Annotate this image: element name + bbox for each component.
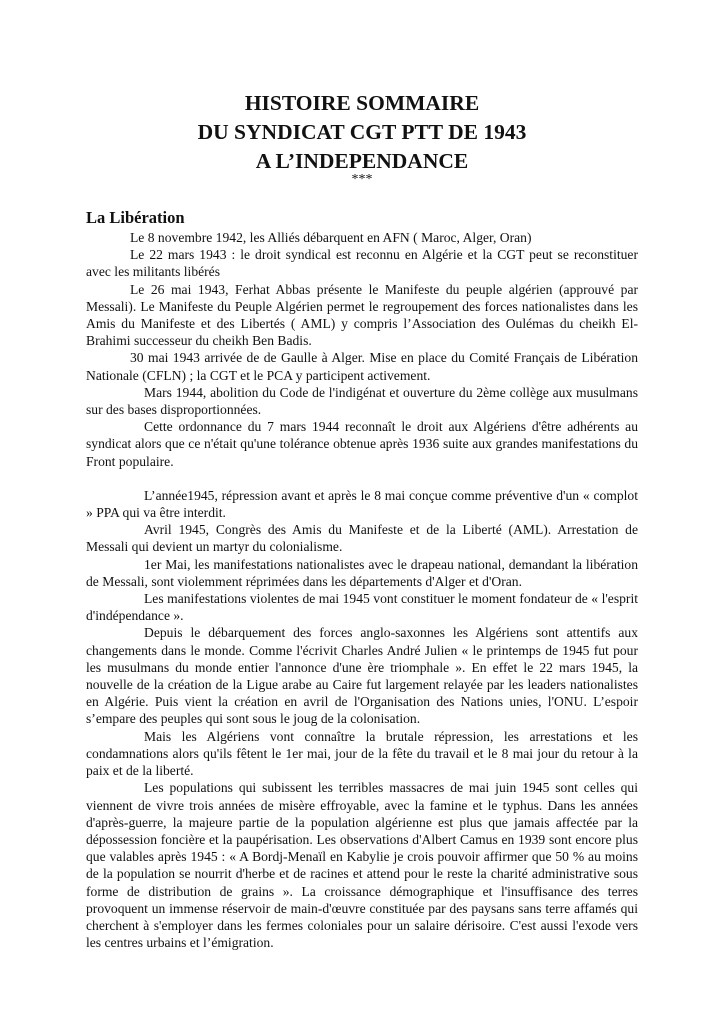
paragraph: Les manifestations violentes de mai 1945 vont constituer le moment fondateur de « l'esprit d'indépendance ».	[86, 591, 638, 624]
paragraph: Depuis le débarquement des forces anglo-saxonnes les Algériens sont attentifs aux changements dans le monde. Comme l'écrivit Charles André Julien « le printemps de 1945 fut pour les musulmans du monde entier l'annonce d'une ère triomphale ». En effet le 22 mars 1945, la nouvelle de la création de la Ligue arabe au Caire fut largement relayée par les leaders nationalistes en Algérie. Puis vient la création en avril de l'Organisation des Nations unies, l'ONU. L’espoir s’empare des peuples qui sont sous le joug de la colonisation.	[86, 625, 638, 727]
paragraph: 30 mai 1943 arrivée de de Gaulle à Alger. Mise en place du Comité Français de Libération Nationale (CFLN) ; la CGT et le PCA y participent activement.	[86, 350, 638, 383]
title-line-1: HISTOIRE SOMMAIRE	[244, 91, 480, 115]
paragraph: Mars 1944, abolition du Code de l'indigénat et ouverture du 2ème collège aux musulmans sur des bases disproportionnées.	[86, 384, 638, 418]
paragraph: Avril 1945, Congrès des Amis du Manifeste et de la Liberté (AML). Arrestation de Messali qui devient un martyr du colonialisme.	[86, 522, 638, 555]
paragraph: Le 26 mai 1943, Ferhat Abbas présente le Manifeste du peuple algérien (approuvé par Messali). Le Manifeste du Peuple Algérien permet le regroupement des forces nationalistes dans les Amis du Manifeste et des Libertés ( AML) y compris l’Association des Oulémas du cheikh El-Brahimi successeur du cheikh Ben Badis.	[86, 281, 638, 349]
title-separator: ***	[351, 172, 373, 187]
title-line-2: DU SYNDICAT CGT PTT DE 1943	[197, 120, 527, 144]
paragraph: 1er Mai, les manifestations nationalistes avec le drapeau national, demandant la libération de Messali, sont violemment réprimées dans les départements d'Alger et d'Oran.	[86, 556, 638, 589]
title-line-3: A L’INDEPENDANCE	[255, 149, 469, 173]
section-heading: La Libération	[86, 208, 185, 227]
document-title	[0, 89, 724, 176]
paragraph: Mais les Algériens vont connaître la brutale répression, les arrestations et les condamnations alors qu'ils fêtent le 1er mai, jour de la fête du travail et le 8 mai jour du retour à la paix et de la liberté.	[86, 728, 638, 779]
paragraph: L’année1945, répression avant et après le 8 mai conçue comme préventive d'un « complot » PPA qui va être interdit.	[86, 487, 638, 521]
paragraph: Le 8 novembre 1942, les Alliés débarquent en AFN ( Maroc, Alger, Oran)	[130, 230, 532, 245]
paragraph: Cette ordonnance du 7 mars 1944 reconnaît le droit aux Algériens d'être adhérents au syndicat alors que ce n'était qu'une tolérance obtenue après 1936 suite aux grandes manifestations du Front populaire.	[86, 419, 638, 469]
paragraph-gap	[86, 470, 638, 487]
paragraph: Le 22 mars 1943 : le droit syndical est reconnu en Algérie et la CGT peut se reconstituer avec les militants libérés	[86, 247, 638, 280]
paragraph: Les populations qui subissent les terribles massacres de mai juin 1945 sont celles qui viennent de vivre trois années de misère effroyable, avec la famine et le typhus. Dans les années d'après-guerre, la majeure partie de la population algérienne est plus que jamais affectée par la dépossession foncière et la paupérisation. Les observations d'Albert Camus en 1939 sont encore plus que valables après 1945 : « A Bordj-Menaïl en Kabylie je crois pouvoir affirmer que 50 % au moins de la population se nourrit d'herbe et de racines et attend pour le reste la charité administrative sous forme de distribution de grains ». La croissance démographique et l'insuffisance des terres provoquent un immense réservoir de main-d'œuvre constituée par des paysans sans terre affamés qui cherchent à s'employer dans les fermes coloniales pour un salaire dérisoire. C'est aussi l'exode vers les centres urbains et l’émigration.	[86, 780, 638, 951]
document-body	[86, 229, 638, 951]
